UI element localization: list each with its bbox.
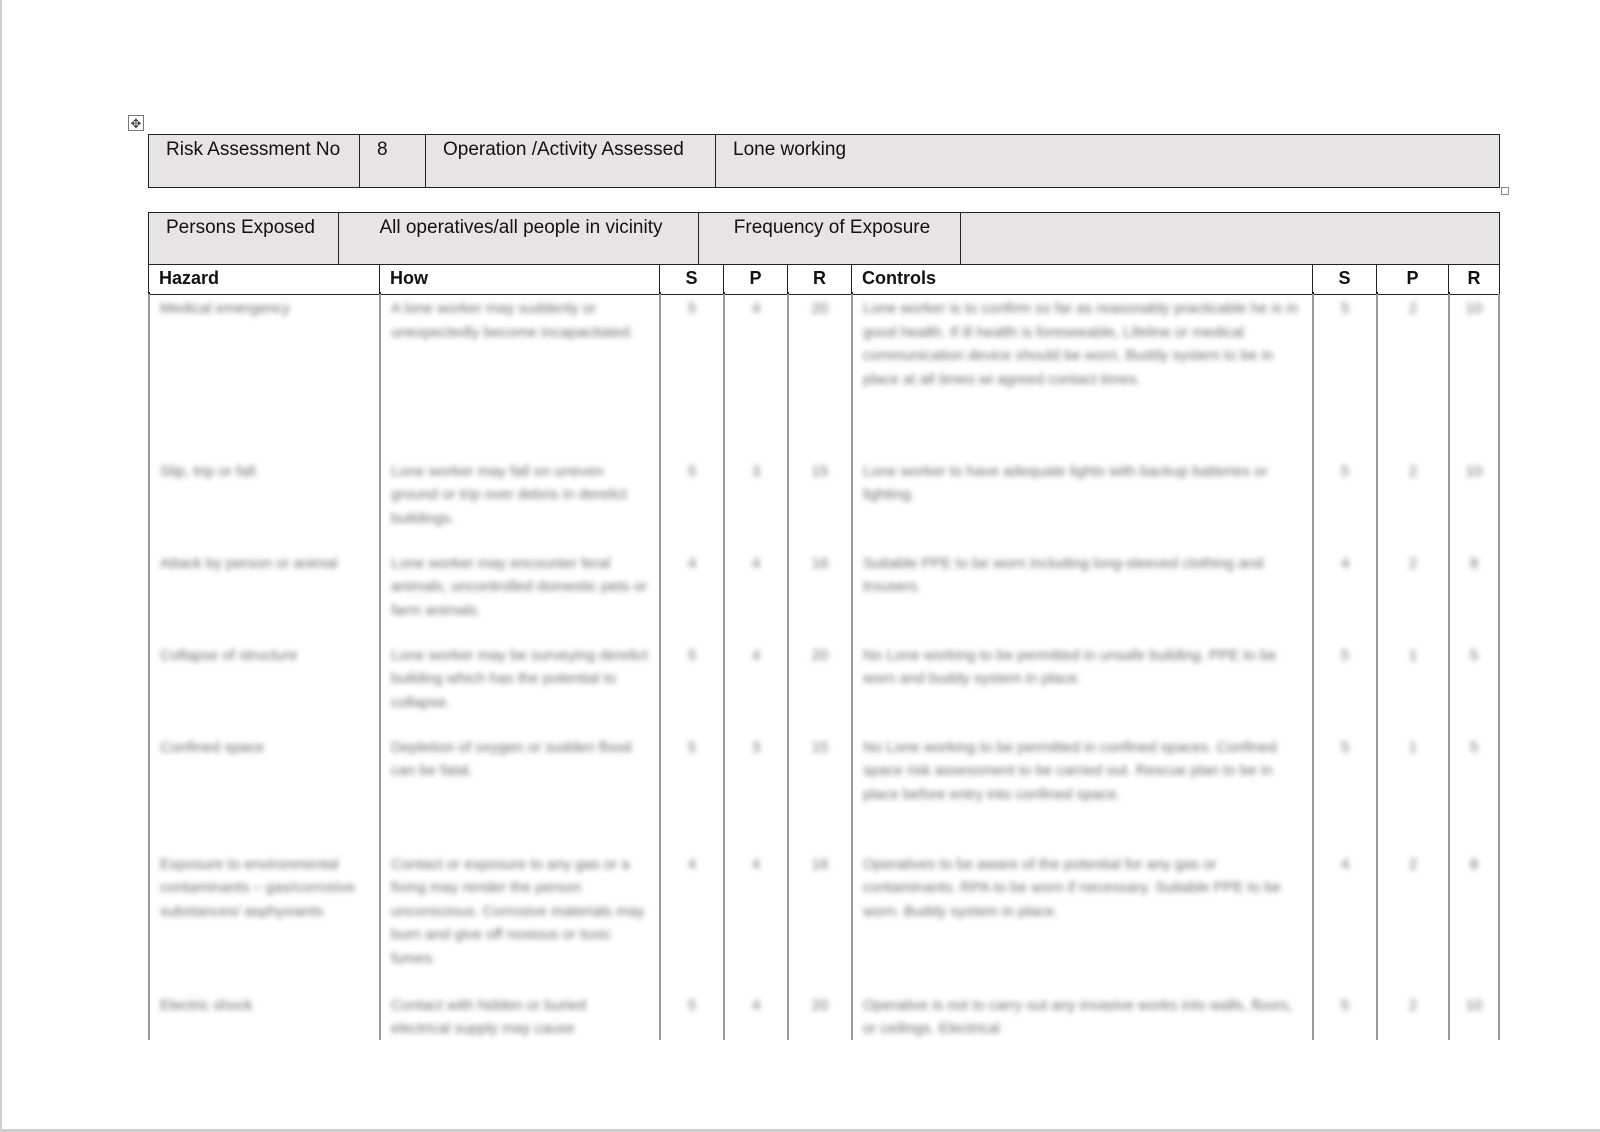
residual-risk-cell: 8: [1449, 851, 1499, 992]
page-edge: [0, 0, 2, 1132]
how-cell: Contact or exposure to any gas or a fixing may render the person unconscious. Corrosive materials may burn and give off noxious or toxic fumes.: [380, 851, 660, 992]
controls-cell: Lone worker is to confirm so far as reasonably practicable he is in good health. If ill health is foreseeable, Lifeline or medical communication device should be worn. Buddy system to be in place at all times wi agreed contact times.: [852, 295, 1313, 458]
how-cell: Contact with hidden or buried electrical supply may cause: [380, 992, 660, 1041]
col-how: How: [380, 265, 660, 295]
residual-probability-cell: 2: [1377, 458, 1449, 550]
table-row: [149, 295, 1499, 458]
table-row: [149, 992, 1499, 1041]
residual-severity-cell: 5: [1313, 295, 1377, 458]
risk-cell: 20: [788, 295, 852, 458]
col-risk: R: [788, 265, 852, 295]
activity-label: Operation /Activity Assessed: [426, 135, 716, 188]
persons-exposed-value: All operatives/all people in vicinity: [339, 213, 699, 266]
col-severity: S: [660, 265, 724, 295]
residual-risk-cell: 8: [1449, 550, 1499, 642]
hazard-cell: Electric shock: [149, 992, 380, 1041]
table-move-handle-icon[interactable]: ✥: [128, 115, 144, 131]
controls-cell: Suitable PPE to be worn including long-sleeved clothing and trousers.: [852, 550, 1313, 642]
residual-risk-cell: 5: [1449, 734, 1499, 851]
probability-cell: 3: [724, 458, 788, 550]
col-controls: Controls: [852, 265, 1313, 295]
persons-exposed-label: Persons Exposed: [149, 213, 339, 266]
residual-severity-cell: 4: [1313, 550, 1377, 642]
residual-probability-cell: 2: [1377, 295, 1449, 458]
probability-cell: 4: [724, 992, 788, 1041]
severity-cell: 5: [660, 734, 724, 851]
risk-cell: 15: [788, 458, 852, 550]
risk-cell: 16: [788, 851, 852, 992]
residual-severity-cell: 5: [1313, 642, 1377, 734]
ra-number-value: 8: [360, 135, 426, 188]
col-residual-probability: P: [1377, 265, 1449, 295]
residual-risk-cell: 5: [1449, 642, 1499, 734]
residual-severity-cell: 5: [1313, 458, 1377, 550]
residual-risk-cell: 10: [1449, 458, 1499, 550]
how-cell: A lone worker may suddenly or unexpectedly become incapacitated.: [380, 295, 660, 458]
residual-probability-cell: 2: [1377, 851, 1449, 992]
table-resize-handle[interactable]: [1501, 187, 1509, 195]
severity-cell: 5: [660, 992, 724, 1041]
probability-cell: 4: [724, 295, 788, 458]
frequency-value: [961, 213, 1500, 266]
risk-cell: 15: [788, 734, 852, 851]
risk-cell: 20: [788, 642, 852, 734]
col-hazard: Hazard: [149, 265, 380, 295]
table-row: [149, 458, 1499, 550]
probability-cell: 4: [724, 550, 788, 642]
hazard-cell: Slip, trip or fall.: [149, 458, 380, 550]
probability-cell: 4: [724, 851, 788, 992]
hazard-cell: Attack by person or animal: [149, 550, 380, 642]
residual-risk-cell: 10: [1449, 992, 1499, 1041]
hazard-cell: Collapse of structure: [149, 642, 380, 734]
how-cell: Depletion of oxygen or sudden flood can be fatal.: [380, 734, 660, 851]
table-row: [149, 642, 1499, 734]
hazard-header-table: [148, 264, 1500, 295]
residual-probability-cell: 1: [1377, 642, 1449, 734]
residual-severity-cell: 5: [1313, 734, 1377, 851]
residual-probability-cell: 2: [1377, 992, 1449, 1041]
how-cell: Lone worker may be surveying derelict building which has the potential to collapse.: [380, 642, 660, 734]
table-row: [149, 550, 1499, 642]
risk-assessment-header-table: [148, 134, 1500, 188]
persons-exposed-table: [148, 212, 1500, 266]
residual-severity-cell: 4: [1313, 851, 1377, 992]
residual-severity-cell: 5: [1313, 992, 1377, 1041]
residual-probability-cell: 2: [1377, 550, 1449, 642]
col-residual-risk: R: [1449, 265, 1500, 295]
hazard-cell: Confined space: [149, 734, 380, 851]
risk-cell: 20: [788, 992, 852, 1041]
hazard-cell: Exposure to environmental contaminants – gas/corrosive substances/ asphyxiants: [149, 851, 380, 992]
controls-cell: No Lone working to be permitted in unsafe building. PPE to be worn and buddy system in place.: [852, 642, 1313, 734]
residual-probability-cell: 1: [1377, 734, 1449, 851]
severity-cell: 5: [660, 458, 724, 550]
hazard-table: [148, 292, 1500, 1040]
how-cell: Lone worker may fall on uneven ground or trip over debris in derelict buildings.: [380, 458, 660, 550]
col-residual-severity: S: [1313, 265, 1377, 295]
severity-cell: 5: [660, 642, 724, 734]
probability-cell: 4: [724, 642, 788, 734]
frequency-label: Frequency of Exposure: [699, 213, 961, 266]
activity-value: Lone working: [716, 135, 1500, 188]
residual-risk-cell: 10: [1449, 295, 1499, 458]
probability-cell: 3: [724, 734, 788, 851]
risk-cell: 16: [788, 550, 852, 642]
controls-cell: Lone worker to have adequate lights with backup batteries or lighting.: [852, 458, 1313, 550]
hazard-cell: Medical emergency: [149, 295, 380, 458]
col-probability: P: [724, 265, 788, 295]
table-row: [149, 851, 1499, 992]
severity-cell: 4: [660, 851, 724, 992]
severity-cell: 4: [660, 550, 724, 642]
table-row: [149, 734, 1499, 851]
controls-cell: Operative is not to carry out any invasive works into walls, floors, or ceilings. Electrical: [852, 992, 1313, 1041]
hazard-table-body: [140, 292, 1512, 1040]
severity-cell: 5: [660, 295, 724, 458]
ra-number-label: Risk Assessment No: [149, 135, 360, 188]
controls-cell: Operatives to be aware of the potential for any gas or contaminants. RPA to be worn if necessary. Suitable PPE to be worn. Buddy system in place.: [852, 851, 1313, 992]
controls-cell: No Lone working to be permitted in confined spaces. Confined space risk assessment to be carried out. Rescue plan to be in place before entry into confined space.: [852, 734, 1313, 851]
how-cell: Lone worker may encounter feral animals, uncontrolled domestic pets or farm animals.: [380, 550, 660, 642]
